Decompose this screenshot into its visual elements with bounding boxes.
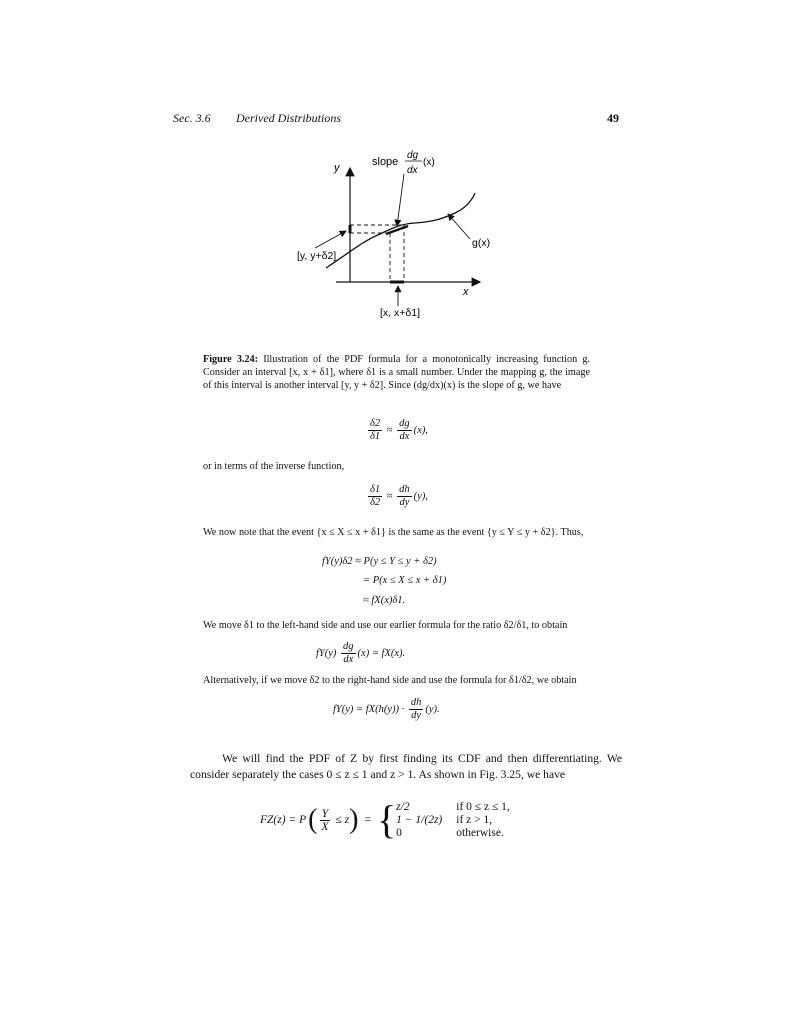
caption-paragraph-1: Illustration of the PDF formula for a monotonically increasing function g. Consider an interval [x, x + δ1], where δ1 is a small number. Under the mapping g, the image of this interval is another interval [y, y + δ2]. Since (dg/dx)(x) is the slope of g, we have (203, 354, 590, 392)
curve-label: g(x) (472, 237, 491, 249)
eq1-tail: (x), (413, 424, 428, 436)
caption-paragraph-2: or in terms of the inverse function, (203, 461, 345, 472)
eq1-op: ≈ (386, 424, 393, 436)
caption-label: Figure 3.24: (203, 354, 259, 365)
cdf-ineq: ≤ z (335, 814, 350, 826)
eq4-tail: (y). (425, 703, 440, 715)
running-title: Derived Distributions (236, 111, 341, 125)
page-number: 49 (607, 111, 619, 125)
curve-g (326, 193, 475, 268)
curve-arrow (448, 214, 470, 239)
cdf-eq-sign: = (364, 814, 371, 826)
eq1-den-left: δ1 (370, 431, 381, 442)
eq4-num: dh (410, 697, 422, 708)
slope-arg: (x) (423, 157, 435, 168)
body-paragraph: We will find the PDF of Z by first finding its CDF and then differentiating. We consider separately the cases 0 ≤ z ≤ 1 and z > 1. As shown in Fig. 3.25, we have (190, 752, 622, 781)
case-condition-3: otherwise. (456, 827, 504, 839)
equation-inverse (366, 484, 428, 509)
case-condition-2: if z > 1, (456, 814, 493, 826)
eq1-den-right: dx (399, 431, 410, 442)
equation-ratio (366, 418, 428, 443)
case-value-1: z/2 (396, 801, 410, 813)
eq2-den-right: dy (399, 497, 410, 508)
eq4-left: fY(y) = fX(h(y)) · (333, 703, 405, 715)
eq3-tail: (x) = fX(x). (357, 647, 406, 659)
eq2-den-left: δ2 (370, 497, 381, 508)
eq4-den: dy (411, 710, 422, 721)
y-interval-label: [y, y+δ2] (297, 250, 337, 262)
cdf-equation (260, 797, 510, 842)
cdf-frac-num: Y (321, 807, 329, 820)
close-paren: ) (349, 804, 359, 835)
slope-arrow (397, 174, 404, 226)
eq2-tail: (y), (413, 490, 428, 502)
eq2-op: ≈ (386, 490, 393, 502)
slope-label: slope (372, 156, 399, 168)
y-interval-arrow (315, 231, 346, 248)
figure-caption (203, 353, 590, 393)
eq1-num-right: dg (399, 418, 410, 429)
cases-table (396, 801, 510, 839)
figure-3-24 (280, 140, 520, 325)
equation-fy-dg (316, 641, 405, 666)
slope-den: dx (407, 165, 418, 176)
eq2-num-right: dh (399, 484, 410, 495)
y-axis-label: y (334, 162, 340, 174)
caption-paragraph-3: We now note that the event {x ≤ X ≤ x + δ1} is the same as the event {y ≤ Y ≤ y + δ2}. Thus, (203, 527, 584, 538)
case-value-2: 1 − 1/(2z) (396, 814, 443, 826)
caption-paragraph-5: Alternatively, if we move δ2 to the right-hand side and use the formula for δ1/δ2, we obtain (203, 675, 577, 686)
eq1-num-left: δ2 (370, 418, 381, 429)
cdf-lhs: FZ(z) = P (260, 814, 307, 826)
eq2-num-left: δ1 (370, 484, 381, 495)
slope-num: dg (407, 150, 419, 161)
align-line-2: = P(x ≤ X ≤ x + δ1) (363, 575, 447, 586)
caption-paragraph-4: We move δ1 to the left-hand side and use our earlier formula for the ratio δ2/δ1, to obtain (203, 620, 568, 631)
equation-fy-dh (333, 697, 440, 722)
section-label: Sec. 3.6 (173, 111, 211, 125)
eq3-left: fY(y) (316, 647, 337, 659)
case-value-3: 0 (396, 827, 402, 839)
case-condition-1: if 0 ≤ z ≤ 1, (456, 801, 510, 813)
cases-brace: { (376, 797, 397, 842)
x-axis-label: x (463, 286, 469, 298)
align-line-3: ≈ fX(x)δ1. (363, 595, 406, 606)
x-interval-label: [x, x+δ1] (380, 307, 420, 319)
eq3-den: dx (343, 654, 354, 665)
align-line-1: fY(y)δ2 ≈ P(y ≤ Y ≤ y + δ2) (322, 556, 437, 567)
open-paren: ( (308, 804, 318, 835)
eq3-num: dg (343, 641, 354, 652)
cdf-frac-den: X (321, 820, 329, 833)
